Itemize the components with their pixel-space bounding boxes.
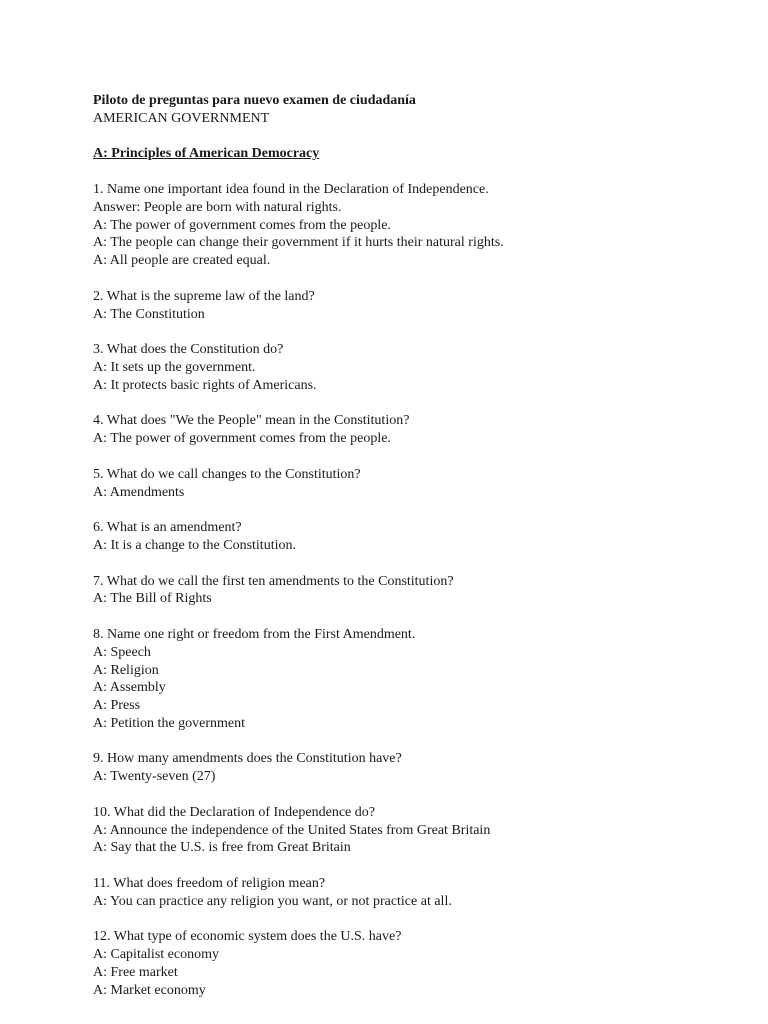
answer-text: A: The Bill of Rights [93, 591, 212, 607]
spacer [93, 733, 733, 751]
document-title: Piloto de preguntas para nuevo examen de ciudadanía [93, 93, 416, 108]
question-block [93, 466, 733, 502]
question-text: 11. What does freedom of religion mean? [93, 876, 326, 892]
spacer [93, 448, 733, 466]
answer-text: A: Announce the independence of the United States from Great Britain [93, 822, 491, 838]
answer-text: A: It sets up the government. [93, 359, 256, 375]
answer-text: A: All people are created equal. [93, 253, 271, 269]
spacer [93, 501, 733, 519]
spacer [93, 608, 733, 626]
answer-text: A: Twenty-seven (27) [93, 769, 216, 785]
question-block [93, 875, 733, 911]
spacer [93, 857, 733, 875]
answer-text: A: The people can change their government if it hurts their natural rights. [93, 235, 504, 251]
answer-text: A: Amendments [93, 484, 185, 500]
answer-text: A: Religion [93, 662, 159, 678]
question-text: 6. What is an amendment? [93, 520, 242, 536]
answer-text: A: Speech [93, 644, 151, 660]
question-block [93, 181, 733, 270]
question-text: 8. Name one right or freedom from the First Amendment. [93, 626, 416, 642]
answer-text: A: The power of government comes from the people. [93, 217, 391, 233]
answer-text: A: Market economy [93, 982, 206, 998]
question-text: 5. What do we call changes to the Constitution? [93, 466, 361, 482]
question-text: 4. What does "We the People" mean in the Constitution? [93, 413, 410, 429]
spacer [93, 323, 733, 341]
question-block [93, 573, 733, 609]
spacer [93, 128, 733, 146]
question-text: 9. How many amendments does the Constitution have? [93, 751, 402, 767]
answer-text: A: You can practice any religion you want, or not practice at all. [93, 893, 452, 909]
spacer [93, 395, 733, 413]
question-text: 1. Name one important idea found in the Declaration of Independence. [93, 181, 489, 197]
question-text: 10. What did the Declaration of Independence do? [93, 804, 375, 820]
document-page [93, 92, 733, 1000]
question-block [93, 750, 733, 786]
question-block [93, 626, 733, 733]
question-block [93, 412, 733, 448]
answer-text: A: Free market [93, 965, 178, 981]
answer-text: A: Press [93, 698, 141, 714]
question-list [93, 181, 733, 1000]
answer-text: A: It protects basic rights of Americans. [93, 377, 317, 393]
spacer [93, 555, 733, 573]
question-block [93, 804, 733, 857]
answer-text: A: The power of government comes from the people. [93, 431, 391, 447]
spacer [93, 163, 733, 181]
answer-text: A: Assembly [93, 680, 166, 696]
answer-text: A: It is a change to the Constitution. [93, 537, 296, 553]
answer-text: A: Petition the government [93, 715, 246, 731]
question-text: 3. What does the Constitution do? [93, 342, 284, 358]
question-text: 12. What type of economic system does the U.S. have? [93, 929, 402, 945]
question-text: 2. What is the supreme law of the land? [93, 288, 315, 304]
spacer [93, 786, 733, 804]
section-heading: A: Principles of American Democracy [93, 146, 320, 162]
question-text: 7. What do we call the first ten amendments to the Constitution? [93, 573, 454, 589]
question-block [93, 341, 733, 394]
question-block [93, 288, 733, 324]
question-block [93, 519, 733, 555]
spacer [93, 270, 733, 288]
answer-text: A: Say that the U.S. is free from Great Britain [93, 840, 351, 856]
document-subtitle: AMERICAN GOVERNMENT [93, 110, 270, 126]
answer-text: Answer: People are born with natural rights. [93, 199, 342, 215]
question-block [93, 928, 733, 999]
answer-text: A: The Constitution [93, 306, 205, 322]
spacer [93, 911, 733, 929]
answer-text: A: Capitalist economy [93, 947, 219, 963]
